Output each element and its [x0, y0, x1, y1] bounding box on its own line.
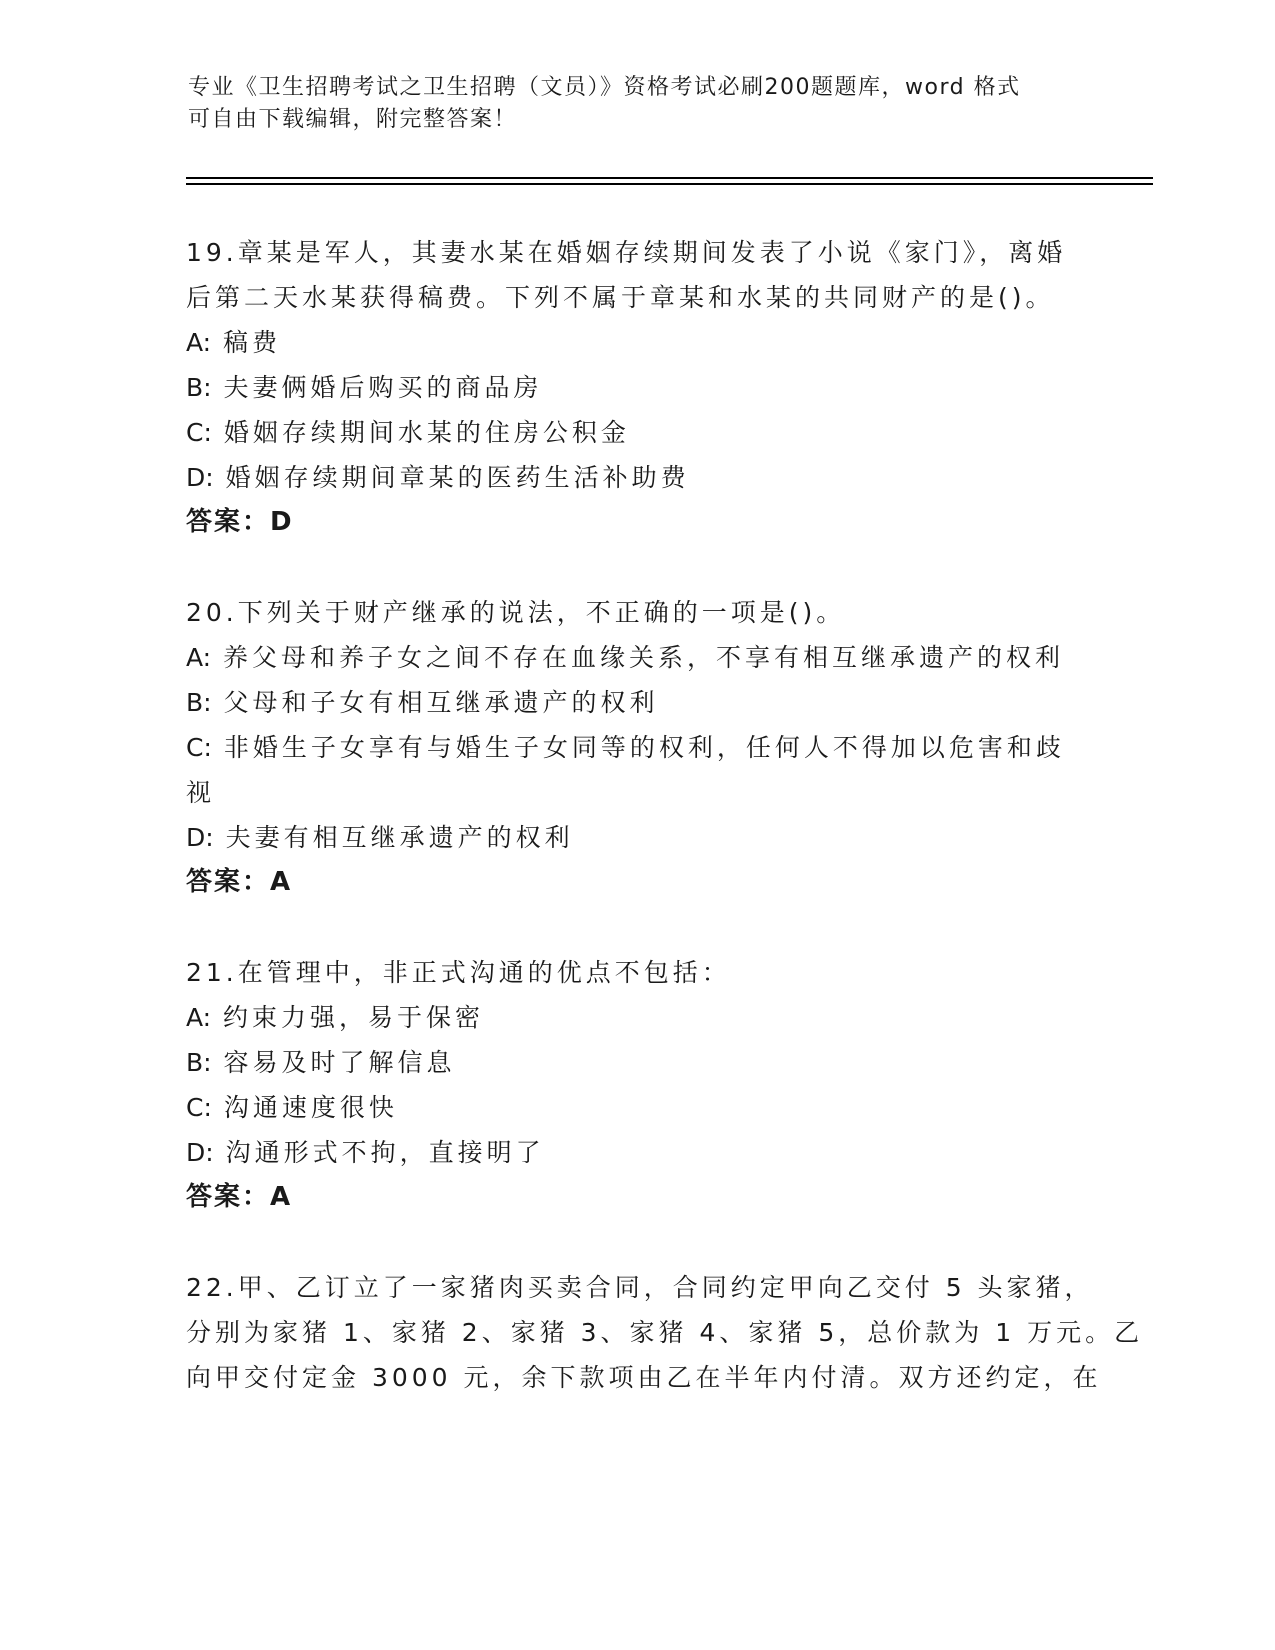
option-b: B: 夫妻俩婚后购买的商品房 [186, 373, 543, 402]
option-d: D: 婚姻存续期间章某的医药生活补助费 [186, 463, 690, 492]
header-divider-top [186, 177, 1153, 179]
header-divider-bottom [186, 183, 1153, 185]
option-c: C: 婚姻存续期间水某的住房公积金 [186, 418, 630, 447]
option-b: B: 容易及时了解信息 [186, 1048, 456, 1077]
answer-label: 答案：A [186, 867, 293, 897]
question-text: 20.下列关于财产继承的说法，不正确的一项是()。 [186, 598, 846, 627]
question-22 [186, 1265, 1144, 1400]
header-line: 专业《卫生招聘考试之卫生招聘（文员）》资格考试必刷200题题库，word 格式 [188, 75, 1021, 100]
question-21 [186, 950, 1086, 1220]
question-list [186, 230, 1144, 1445]
option-c: C: 非婚生子女享有与婚生子女同等的权利，任何人不得加以危害和歧 [186, 733, 1065, 762]
question-text: 19.章某是军人，其妻水某在婚姻存续期间发表了小说《家门》，离婚 [186, 238, 1067, 267]
option-d: D: 沟通形式不拘，直接明了 [186, 1138, 545, 1167]
question-text: 分别为家猪 1、家猪 2、家猪 3、家猪 4、家猪 5，总价款为 1 万元。乙 [186, 1318, 1144, 1347]
option-d: D: 夫妻有相互继承遗产的权利 [186, 823, 574, 852]
header-line: 可自由下载编辑，附完整答案！ [188, 107, 518, 132]
question-text: 21.在管理中，非正式沟通的优点不包括： [186, 958, 731, 987]
option-b: B: 父母和子女有相互继承遗产的权利 [186, 688, 659, 717]
answer-label: 答案：A [186, 1182, 293, 1212]
question-19 [186, 230, 1086, 545]
question-text: 22.甲、乙订立了一家猪肉买卖合同，合同约定甲向乙交付 5 头家猪， [186, 1273, 1094, 1302]
option-a: A: 稿费 [186, 328, 282, 357]
answer-label: 答案：D [186, 507, 294, 537]
option-a: A: 约束力强，易于保密 [186, 1003, 485, 1032]
question-text: 向甲交付定金 3000 元，余下款项由乙在半年内付清。双方还约定，在 [186, 1363, 1102, 1392]
option-a: A: 养父母和养子女之间不存在血缘关系，不享有相互继承遗产的权利 [186, 643, 1065, 672]
question-20 [186, 590, 1086, 905]
option-c-continued: 视 [186, 778, 216, 807]
option-c: C: 沟通速度很快 [186, 1093, 398, 1122]
document-header [188, 72, 1078, 136]
question-text: 后第二天水某获得稿费。下列不属于章某和水某的共同财产的是()。 [186, 283, 1055, 312]
